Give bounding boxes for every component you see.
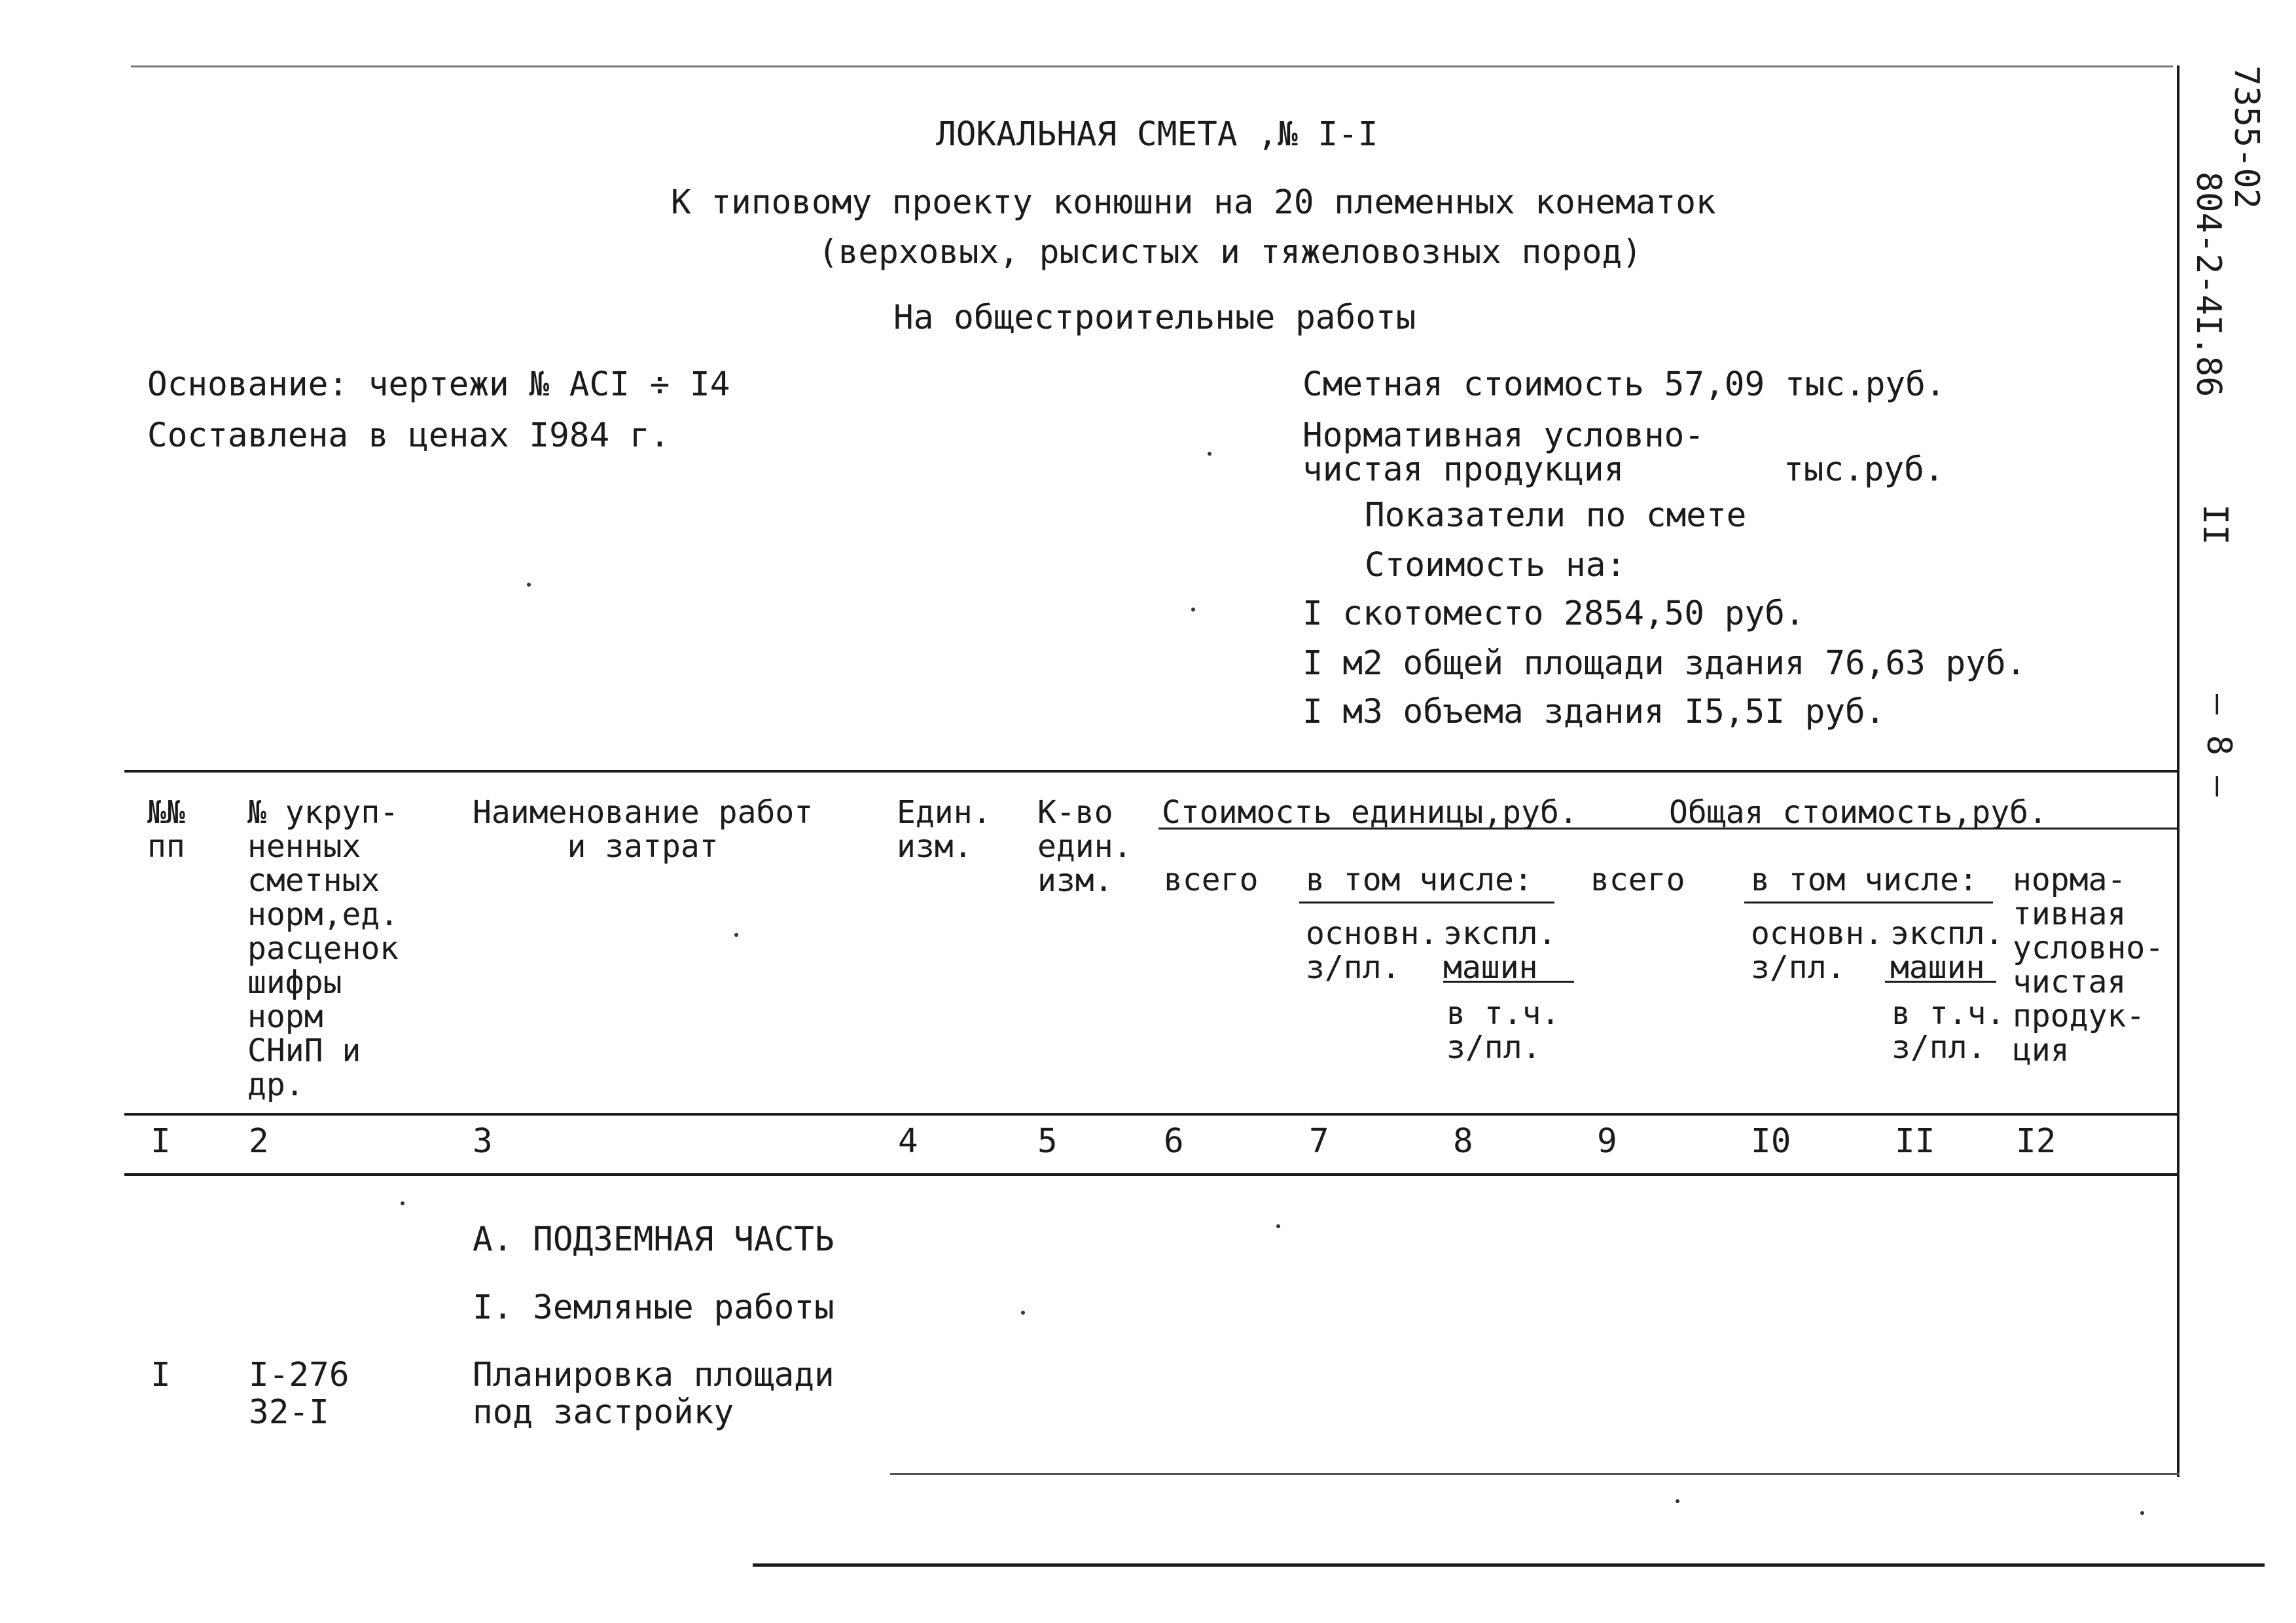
basis-prices: Составлена в ценах I984 г. [147,416,670,455]
cost-per-heading: Стоимость на: [1365,546,1626,585]
col-header-unit: Един. изм. [897,794,992,865]
col-header-normative-production: норма- тивная условно- чистая продук- ция [2013,862,2164,1068]
margin-project-code: 804-2-4I.86 [2189,172,2228,397]
col-header-unit-total: всего [1164,862,1259,898]
top-border-line [131,65,2173,67]
col-number-1: I [151,1122,171,1161]
underline-incl-2 [1744,902,1993,903]
normative-unit: тыс.руб. [1784,450,1945,489]
col-header-unit-incl: в том числе: [1306,862,1533,898]
underline-incl-1 [1299,902,1554,903]
col-number-5: 5 [1037,1122,1058,1161]
col-header-total-cost: Общая стоимость,руб. [1669,794,2047,831]
scan-speck [1021,1311,1025,1315]
col-number-12: I2 [2016,1122,2056,1161]
cost-per-place: I скотоместо 2854,50 руб. [1302,594,1805,633]
col-header-unit-mach-wage: в т.ч. з/пл. [1446,995,1560,1066]
estimate-cost: Сметная стоимость 57,09 тыс.руб. [1302,365,1946,404]
row-1-norm-line1: I-276 [249,1356,350,1395]
section-heading: А. ПОДЗЕМНАЯ ЧАСТЬ [473,1220,834,1259]
indicators-heading: Показатели по смете [1365,496,1747,535]
col-number-10: I0 [1751,1122,1791,1161]
col-number-4: 4 [898,1122,918,1161]
header-bottom-line [124,1113,2179,1116]
col-header-total-incl: в том числе: [1751,862,1978,898]
table-top-line [124,770,2179,773]
document-subtitle-line1: К типовому проекту конюшни на 20 племенных конематок [671,183,1716,222]
col-header-name: Наименование работ и затрат [473,794,814,865]
col-numbers-bottom-line [124,1173,2179,1176]
margin-handwritten-code: 7355-02 [2227,65,2266,210]
col-header-norms: № укруп- ненных сметных норм,ед. расценок шифры норм СНиП и др. [247,794,399,1103]
cost-per-m2: I м2 общей площади здания 76,63 руб. [1302,644,2026,683]
row-1-number: I [151,1356,171,1395]
scan-speck [2140,1511,2144,1515]
margin-section: II [2195,504,2234,545]
col-header-qty: К-во един. изм. [1037,794,1132,899]
col-header-no: №№ пп [147,794,185,865]
scan-speck [734,933,738,937]
row-1-name-line2: под застройку [473,1393,734,1432]
col-header-total-wage: основн. з/пл. [1751,915,1884,986]
col-number-3: 3 [473,1122,493,1161]
cost-per-m3: I м3 объема здания I5,5I руб. [1302,693,1886,731]
col-header-unit-machines: экспл. машин [1443,915,1557,986]
document-subtitle-line2: (верховых, рысистых и тяжеловозных пород) [818,233,1642,272]
bottom-rule-inner [890,1473,2179,1475]
col-number-6: 6 [1164,1122,1184,1161]
scan-speck [1208,452,1211,456]
basis-drawings: Основание: чертежи № АСI ÷ I4 [147,365,730,404]
document-title: ЛОКАЛЬНАЯ СМЕТА ,№ I-I [936,115,1378,154]
works-type: На общестроительные работы [893,299,1416,337]
scan-speck [401,1201,404,1205]
col-number-7: 7 [1309,1122,1329,1161]
col-number-2: 2 [249,1122,269,1161]
subsection-heading: I. Земляные работы [473,1288,834,1327]
normative-line1: Нормативная условно- [1302,416,1705,455]
col-header-grand-total: всего [1590,862,1685,898]
scan-speck [1676,1499,1679,1503]
col-header-total-mach-wage: в т.ч. з/пл. [1892,995,2005,1066]
col-header-unit-cost: Стоимость единицы,руб. [1162,794,1578,831]
row-1-name-line1: Планировка площади [473,1356,834,1395]
col-header-unit-wage: основн. з/пл. [1306,915,1439,986]
col-header-total-machines: экспл. машин [1890,915,2004,986]
scan-speck [1276,1224,1280,1228]
row-1-norm-line2: 32-I [249,1393,329,1432]
col-number-8: 8 [1453,1122,1473,1161]
normative-line2: чистая продукция [1302,450,1624,489]
col-number-11: II [1895,1122,1935,1161]
col-number-9: 9 [1597,1122,1617,1161]
scan-speck [527,583,531,587]
scan-speck [1191,608,1195,611]
margin-page-number: — 8 — [2199,694,2238,797]
bottom-rule-outer [753,1563,2265,1567]
